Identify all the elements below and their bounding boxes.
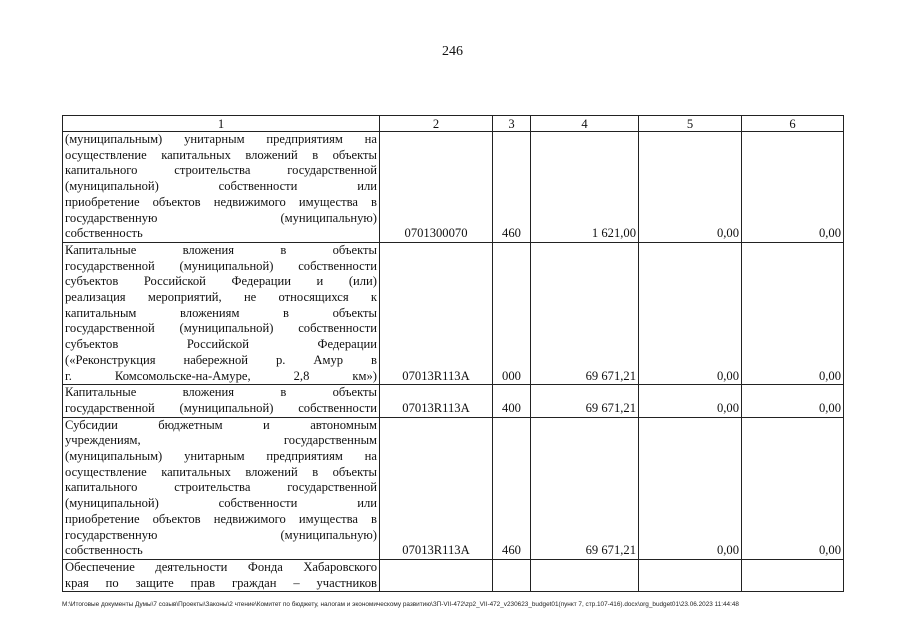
description-line: капитального строительства государственной (65, 480, 377, 495)
document-path-footer: M:\Итоговые документы Думы\7 созыв\Проекты\Законы\2 чтение\Комитет по бюджету, налогам и экономическому развитию\ЗП-VII-472\zp2_VII-472_v230623_budget01(пункт 7, стр.107-416).docx\org_budget01\23.06.2023 11:44:48 (62, 601, 739, 608)
expense-type-code: 460 (493, 417, 531, 559)
description-line: государственной (муниципальной) собственности (65, 321, 377, 336)
amount-col-5: 0,00 (639, 417, 742, 559)
header-col-4: 4 (531, 116, 639, 132)
amount-col-4: 1 621,00 (531, 132, 639, 243)
description-line: Субсидии бюджетным и автономным (65, 417, 377, 432)
description-line: осуществление капитальных вложений в объекты (65, 147, 377, 162)
description-line: собственность (65, 226, 143, 241)
amount-col-5: 0,00 (639, 132, 742, 243)
header-row (63, 116, 844, 132)
expense-type-code: 000 (493, 242, 531, 384)
description-line: (муниципальным) унитарным предприятиям на (65, 132, 377, 146)
amount-col-5: 0,00 (639, 385, 742, 417)
header-col-5: 5 (639, 116, 742, 132)
amount-col-5 (639, 559, 742, 591)
row-description (63, 132, 380, 243)
description-line: («Реконструкция набережной р. Амур в (65, 352, 377, 367)
description-line: приобретение объектов недвижимого имущества в (65, 511, 377, 526)
amount-col-4: 69 671,21 (531, 417, 639, 559)
description-line: субъектов Российской Федерации и (или) (65, 274, 377, 289)
expense-type-code: 400 (493, 385, 531, 417)
description-line: края по защите прав граждан – участников (65, 575, 377, 590)
description-line: государственную (муниципальную) (65, 527, 377, 542)
table-row (63, 132, 844, 243)
description-line: учреждениям, государственным (65, 433, 377, 448)
header-col-6: 6 (742, 116, 844, 132)
table-row (63, 385, 844, 417)
description-line: Капитальные вложения в объекты (65, 242, 377, 257)
header-col-3: 3 (493, 116, 531, 132)
description-line: осуществление капитальных вложений в объекты (65, 464, 377, 479)
amount-col-6 (742, 559, 844, 591)
amount-col-4: 69 671,21 (531, 242, 639, 384)
description-line: государственной (муниципальной) собственности (65, 258, 377, 273)
target-article-code: 07013R113A (380, 242, 493, 384)
amount-col-6: 0,00 (742, 417, 844, 559)
description-line: (муниципальной) собственности или (65, 496, 377, 511)
description-line: Капитальные вложения в объекты (65, 385, 377, 400)
expense-type-code (493, 559, 531, 591)
table-row (63, 559, 844, 591)
table-row (63, 417, 844, 559)
description-line: государственную (муниципальную) (65, 210, 377, 225)
target-article-code: 07013R113A (380, 417, 493, 559)
amount-col-6: 0,00 (742, 385, 844, 417)
amount-col-6: 0,00 (742, 242, 844, 384)
description-line: капитальным вложениям в объекты (65, 305, 377, 320)
expense-type-code: 460 (493, 132, 531, 243)
description-line: субъектов Российской Федерации (65, 337, 377, 352)
header-col-2: 2 (380, 116, 493, 132)
description-line: приобретение объектов недвижимого имущества в (65, 194, 377, 209)
description-line: реализация мероприятий, не относящихся к (65, 290, 377, 305)
target-article-code (380, 559, 493, 591)
row-description (63, 385, 380, 417)
amount-col-6: 0,00 (742, 132, 844, 243)
description-line: г. Комсомольске-на-Амуре, 2,8 км») (65, 368, 377, 383)
target-article-code: 0701300070 (380, 132, 493, 243)
table-row (63, 242, 844, 384)
row-description (63, 417, 380, 559)
amount-col-5: 0,00 (639, 242, 742, 384)
description-line: собственность (65, 543, 143, 558)
row-description (63, 242, 380, 384)
amount-col-4 (531, 559, 639, 591)
row-description (63, 559, 380, 591)
target-article-code: 07013R113A (380, 385, 493, 417)
description-line: (муниципальным) унитарным предприятиям на (65, 449, 377, 464)
page-number: 246 (442, 44, 463, 59)
amount-col-4: 69 671,21 (531, 385, 639, 417)
description-line: капитального строительства государственной (65, 163, 377, 178)
budget-table (62, 115, 844, 592)
header-col-1: 1 (63, 116, 380, 132)
description-line: Обеспечение деятельности Фонда Хабаровского (65, 559, 377, 574)
description-line: государственной (муниципальной) собственности (65, 400, 377, 415)
description-line: (муниципальной) собственности или (65, 179, 377, 194)
